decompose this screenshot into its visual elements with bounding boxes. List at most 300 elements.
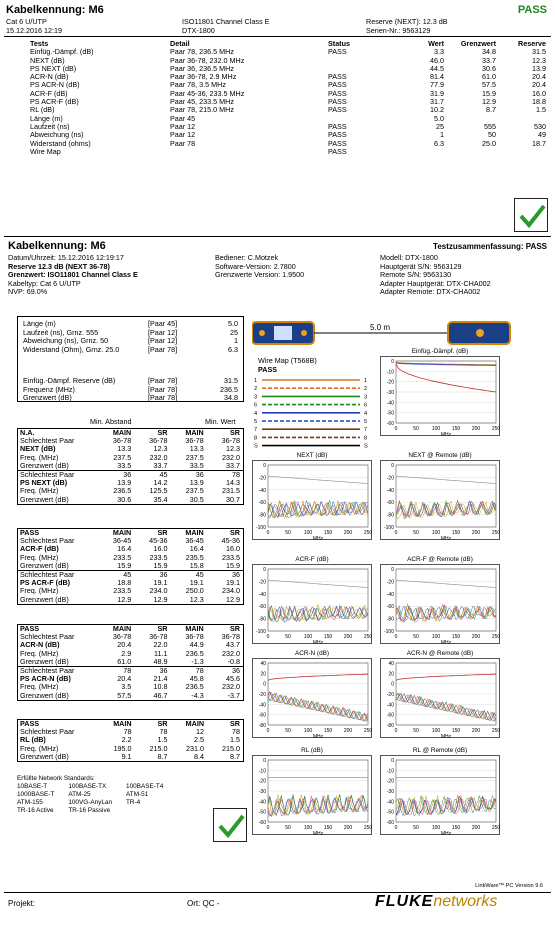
standard-item: TR-16 Passive (68, 807, 111, 814)
table-cell: 1.5 (536, 105, 546, 115)
block-cell: 16.4 (117, 544, 132, 554)
report-header-right (380, 254, 491, 297)
table-row (30, 73, 546, 81)
block-cell: -0.8 (207, 658, 243, 667)
block-head-cell: PASS (20, 719, 40, 728)
y-tick: -80 (386, 616, 394, 623)
y-tick: -60 (386, 712, 394, 719)
top-cat: Cat 6 U/UTP (6, 17, 47, 26)
col-header: Grenzwert (460, 39, 496, 48)
block-cell: Schlechtest Paar (20, 632, 75, 642)
col-header: Reserve (518, 39, 546, 48)
x-tick: 100 (431, 426, 441, 432)
y-tick: -50 (258, 809, 266, 816)
y-tick: -40 (386, 702, 394, 709)
block-head-cell: MAIN (112, 624, 132, 633)
block-cell: Grenzwert (dB) (18, 562, 98, 571)
table-cell: 25 (436, 121, 444, 131)
chart (380, 650, 501, 739)
table-row (30, 115, 546, 123)
table-cell: PASS (328, 146, 347, 156)
x-label: MHz (440, 536, 452, 541)
block-row (18, 496, 243, 504)
table-cell: 30.6 (482, 63, 496, 73)
header-line: Grenzwert: ISO11801 Channel Class E (8, 270, 138, 280)
block-cell: 46.7 (153, 690, 168, 700)
y-tick: 0 (391, 681, 394, 688)
table-cell: Paar 78, 215.0 MHz (170, 105, 234, 115)
block-cell: 45-36 (221, 536, 240, 546)
row-value: 34.8 (224, 393, 238, 403)
chart-title: ACR-F (dB) (295, 556, 329, 563)
x-tick: 200 (471, 426, 481, 432)
cable-length-label: 5.0 m (370, 323, 391, 332)
x-tick: 250 (491, 530, 501, 536)
block-cell: 16.0 (226, 544, 240, 554)
block-cell: Grenzwert (dB) (18, 658, 98, 667)
top-date: 15.12.2016 12:19 (6, 26, 62, 35)
header-line: Hauptgerät S/N: 9563129 (380, 261, 462, 271)
y-tick: -60 (386, 500, 394, 507)
block-cell: 45 (159, 470, 168, 480)
wiremap-pin: 5 (254, 419, 258, 425)
y-tick: -40 (258, 591, 266, 598)
header-line: Software-Version: 2.7800 (215, 261, 296, 271)
block-cell: 78 (159, 727, 168, 737)
table-cell: 18.8 (532, 97, 546, 107)
table-cell: Paar 45-36, 233.5 MHz (170, 88, 245, 98)
x-tick: 250 (363, 634, 373, 640)
table-cell: PASS (328, 88, 347, 98)
standard-item: 100VG-AnyLan (68, 799, 113, 806)
block-cell: 36-78 (112, 436, 132, 446)
block-cell: Freq. (MHz) (20, 586, 59, 596)
block-cell: 12 (196, 727, 205, 737)
block-cell: Grenzwert (dB) (20, 751, 69, 761)
chart (252, 650, 373, 739)
table-row (30, 140, 546, 148)
limit-line (268, 674, 368, 680)
block-cell: 15.9 (98, 562, 134, 571)
table-cell: PASS (328, 105, 347, 115)
wiremap-pin: 8 (364, 435, 368, 442)
block-cell: 13.3 (117, 444, 132, 454)
chart-title: ACR-F @ Remote (dB) (407, 556, 473, 563)
table-row (23, 346, 238, 355)
block-cell: 61.0 (98, 658, 134, 667)
x-tick: 200 (471, 825, 481, 831)
wiremap-pin: 4 (254, 410, 258, 417)
y-tick: -20 (258, 692, 266, 698)
table-row (30, 65, 546, 73)
standard-item: 1000BASE-T (17, 791, 55, 798)
standards-row (17, 783, 177, 791)
block-cell: -4.3 (191, 690, 204, 700)
row-label: Laufzeit (ns), Grnz. 555 (23, 327, 99, 337)
wiremap-pin: 6 (364, 402, 368, 409)
table-cell (406, 148, 444, 156)
row-value: 5.0 (228, 319, 238, 328)
table-cell: Abweichung (ns) (30, 130, 84, 140)
block-cell: -1.3 (171, 658, 207, 667)
x-tick: 0 (394, 530, 398, 536)
block-cell: 250.0 (185, 586, 204, 596)
row-pair: [Paar 12] (148, 327, 178, 337)
table-cell: PASS (328, 121, 347, 131)
standard-item: ATM-155 (17, 799, 43, 806)
report-header-middle (215, 254, 304, 280)
y-tick: -20 (386, 379, 394, 386)
block-cell: 8.7 (230, 751, 240, 761)
x-label: MHz (312, 831, 324, 836)
y-tick: -20 (386, 778, 394, 785)
chart-title: RL (dB) (301, 747, 323, 754)
block-cell: 237.5 (185, 452, 204, 462)
x-tick: 150 (323, 634, 333, 640)
standard-item: ATM-51 (126, 791, 149, 798)
standard-item: TR-4 (126, 799, 141, 806)
block-cell: Schlechtest Paar (20, 727, 75, 737)
x-tick: 250 (491, 634, 501, 640)
block-cell: PS ACR-F (dB) (20, 578, 71, 588)
y-tick: 20 (260, 671, 266, 678)
standard-item: 10BASE-T (17, 783, 48, 790)
block-cell: Freq. (MHz) (20, 452, 59, 462)
block-cell: 36 (232, 666, 240, 676)
y-tick: -80 (258, 512, 266, 519)
y-tick: -80 (386, 723, 394, 729)
x-tick: 50 (413, 634, 419, 640)
min-abstand-label: Min. Abstand (90, 417, 132, 426)
y-tick: 20 (388, 671, 394, 678)
block-head-cell: MAIN (185, 528, 204, 537)
y-tick: 0 (391, 463, 394, 469)
header-line: Remote S/N: 9563130 (380, 270, 452, 280)
standard-item: 100BASE-T4 (126, 783, 164, 790)
x-tick: 150 (323, 825, 333, 831)
block-cell: 11.1 (154, 648, 168, 658)
table-cell: Paar 78 (170, 138, 196, 148)
block-row (18, 692, 243, 700)
row-pair: [Paar 78] (148, 344, 178, 354)
block-cell: Freq. (MHz) (20, 648, 59, 658)
block-cell: 36-78 (185, 632, 204, 642)
row-pair: [Paar 45] (148, 319, 178, 328)
block-cell: 15.9 (134, 562, 170, 571)
table-cell: PASS (328, 130, 347, 140)
x-tick: 100 (431, 728, 441, 734)
block-cell: 19.1 (226, 578, 240, 588)
table-cell: 77.9 (430, 80, 444, 90)
x-tick: 50 (413, 825, 419, 831)
block-cell: 57.5 (117, 690, 132, 700)
table-row (30, 48, 546, 56)
table-cell (444, 148, 496, 156)
row-pair: [Paar 78] (148, 376, 178, 385)
table-cell: 6.3 (434, 138, 444, 148)
cable-diagram (252, 320, 524, 350)
chart (380, 747, 501, 836)
wiremap-pin: 3 (254, 394, 258, 401)
block-cell: 233.5 (113, 552, 132, 562)
block-cell: 9.1 (121, 751, 132, 761)
block-head-cell: MAIN (112, 528, 132, 537)
row-pair: [Paar 78] (148, 393, 178, 403)
row-label: Einfüg.-Dämpf. Reserve (dB) (23, 376, 116, 385)
table-cell: 1 (440, 130, 444, 140)
block-cell: 2.5 (194, 735, 205, 745)
table-cell: Widerstand (ohms) (30, 138, 91, 148)
block-head-cell: MAIN (185, 428, 204, 437)
block-cell: 12.9 (117, 594, 132, 604)
block-cell: 12.3 (153, 444, 168, 454)
y-tick: -10 (386, 768, 394, 775)
standards-row (17, 791, 177, 799)
top-results-table (30, 40, 546, 156)
block-cell: 35.4 (153, 494, 168, 504)
block-cell: 233.5 (149, 552, 168, 562)
x-label: MHz (312, 734, 324, 739)
table-row (30, 148, 546, 156)
y-tick: -60 (386, 421, 394, 427)
block-cell: 233.5 (222, 552, 240, 562)
x-tick: 250 (491, 426, 501, 432)
table-cell: ACR-F (dB) (30, 88, 68, 98)
wiremap-pin: 1 (364, 378, 368, 384)
ort-label: Ort: QC - (187, 899, 220, 908)
min-wert-label: Min. Wert (205, 417, 236, 426)
y-tick: -60 (386, 604, 394, 611)
block-cell: 45 (123, 570, 132, 580)
header-line: Datum/Uhrzeit: 15.12.2016 12:19:17 (8, 253, 124, 262)
y-tick: -20 (258, 475, 266, 482)
header-line: NVP: 69.0% (8, 287, 48, 297)
table-row (30, 131, 546, 139)
row-label: Widerstand (Ohm), Grnz. 25.0 (23, 344, 120, 354)
block-cell: 45.8 (189, 674, 204, 684)
y-tick: 0 (263, 567, 266, 573)
table-cell: 34.8 (482, 47, 496, 57)
limit-line (396, 674, 496, 680)
block-cell: 78 (123, 727, 132, 737)
x-tick: 0 (394, 426, 398, 432)
block-cell: 33.7 (134, 462, 170, 471)
block-cell: 36-45 (112, 536, 132, 546)
block-cell: 13.9 (117, 478, 132, 488)
y-tick: -20 (386, 692, 394, 698)
block-head-cell: SR (230, 719, 240, 728)
table-cell: Paar 12 (170, 121, 196, 131)
table-cell: 31.5 (532, 47, 546, 57)
wiremap-pin: S (254, 443, 258, 450)
row-value: 236.5 (220, 384, 238, 394)
col-header: Detail (170, 39, 190, 48)
x-tick: 50 (285, 634, 291, 640)
block-cell: 20.4 (117, 674, 132, 684)
block-cell: 78 (123, 666, 132, 676)
table-cell: 530 (534, 121, 546, 131)
block-head-cell: MAIN (112, 428, 132, 437)
series-line (268, 693, 368, 721)
x-tick: 150 (451, 825, 461, 831)
table-cell: 49 (538, 130, 546, 140)
block-cell: RL (dB) (20, 735, 46, 745)
block-cell: 15.8 (171, 562, 207, 571)
x-tick: 150 (323, 728, 333, 734)
table-cell: PS ACR-F (dB) (30, 97, 79, 107)
table-cell: Paar 78, 3.5 MHz (170, 80, 226, 90)
table-cell: Paar 36, 236.5 MHz (170, 63, 234, 73)
table-cell: Wire Map (30, 146, 61, 156)
block-cell: 235.5 (185, 552, 204, 562)
block-head-cell: SR (157, 528, 168, 537)
table-cell: 57.5 (482, 80, 496, 90)
y-tick: -30 (386, 390, 394, 396)
wiremap-pin: 4 (364, 410, 368, 417)
wiremap-pin: 5 (364, 419, 368, 425)
block-head-cell: MAIN (185, 624, 204, 633)
y-tick: -100 (255, 525, 266, 531)
table-cell (496, 148, 546, 156)
y-tick: 0 (263, 463, 266, 469)
block-cell: 43.7 (226, 640, 240, 650)
standard-item: ATM-25 (68, 791, 91, 798)
block-head-cell: N.A. (20, 428, 35, 437)
block-cell: 36-78 (149, 436, 168, 446)
x-tick: 250 (363, 728, 373, 734)
header-line: Adapter Remote: DTX-CHA002 (380, 287, 481, 297)
block-cell: 237.5 (113, 452, 132, 462)
y-tick: 40 (388, 661, 394, 667)
block-cell: 45 (195, 570, 204, 580)
table-row (30, 123, 546, 131)
block-cell: 36-78 (221, 632, 240, 642)
table-cell: PASS (328, 72, 347, 82)
y-tick: -40 (386, 591, 394, 598)
chart-title: ACR-N (dB) (294, 650, 330, 657)
x-tick: 150 (451, 530, 461, 536)
block-cell: 236.5 (113, 486, 132, 496)
block-cell: 15.9 (207, 562, 243, 571)
y-tick: -100 (383, 525, 394, 531)
standards-title: Erfüllte Network Standards: (17, 775, 95, 782)
wiremap-pin: 3 (364, 394, 368, 401)
block-head-cell: MAIN (113, 719, 132, 728)
block-head-cell: PASS (20, 528, 40, 537)
block-head-cell: PASS (20, 624, 40, 633)
report-header-left (8, 254, 138, 297)
wiremap-pin: 7 (364, 427, 368, 434)
table-cell: PS ACR-N (dB) (30, 80, 80, 90)
y-tick: -20 (386, 475, 394, 482)
x-tick: 0 (266, 530, 270, 536)
y-tick: -20 (258, 778, 266, 785)
x-tick: 100 (303, 728, 313, 734)
y-tick: -40 (386, 400, 394, 407)
table-cell: 25.0 (482, 138, 496, 148)
table-cell: Paar 12 (170, 130, 196, 140)
x-tick: 200 (343, 825, 353, 831)
block-row (18, 596, 243, 604)
block-cell: Schlechtest Paar (20, 570, 75, 580)
top-title: Kabelkennung: M6 (6, 4, 104, 16)
block-cell: 19.1 (189, 578, 204, 588)
wiremap-pin: 2 (364, 386, 368, 393)
table-cell: 81.4 (430, 72, 444, 82)
table-cell: 12.3 (532, 55, 546, 65)
block-cell: Freq. (MHz) (20, 552, 59, 562)
table-cell: 555 (484, 121, 496, 131)
table-cell: 10.2 (430, 105, 444, 115)
top-serial: Serien-Nr.: 9563129 (366, 26, 431, 35)
header-line: Grenzwerte Version: 1.9500 (215, 270, 305, 280)
block-head-cell: SR (157, 624, 168, 633)
table-cell: 18.7 (532, 138, 546, 148)
y-tick: -50 (386, 809, 394, 816)
y-tick: -80 (386, 512, 394, 519)
report-pass-check-icon (213, 808, 247, 842)
stats-block (17, 624, 244, 701)
block-cell: 13.9 (189, 478, 204, 488)
block-head-cell: SR (230, 624, 240, 633)
block-cell: 45-36 (149, 536, 168, 546)
table-cell: 3.3 (434, 47, 444, 57)
projekt-label: Projekt: (8, 899, 36, 908)
x-tick: 200 (471, 728, 481, 734)
block-cell: 36-45 (185, 536, 204, 546)
block-cell: 236.5 (185, 682, 204, 692)
block-cell: 20.4 (117, 640, 132, 650)
block-cell: 1.5 (230, 735, 240, 745)
row-label: Grenzwert (dB) (23, 393, 72, 403)
x-tick: 0 (394, 825, 398, 831)
x-tick: 200 (471, 634, 481, 640)
block-cell: Freq. (MHz) (20, 743, 59, 753)
stats-block (17, 719, 244, 762)
x-tick: 50 (413, 426, 419, 432)
y-tick: -40 (386, 799, 394, 806)
header-line: Reserve 12.3 dB (NEXT 36-78) (8, 261, 110, 271)
series-line (396, 694, 496, 721)
top-result: PASS (517, 4, 547, 16)
row-value: 31.5 (224, 376, 238, 385)
row-pair: [Paar 78] (148, 384, 178, 394)
block-cell: 33.7 (207, 462, 243, 471)
chart-title: NEXT @ Remote (dB) (408, 452, 472, 459)
block-cell: Grenzwert (dB) (20, 594, 69, 604)
block-cell: Grenzwert (dB) (18, 462, 98, 471)
block-cell: 22.0 (153, 640, 168, 650)
x-tick: 50 (285, 530, 291, 536)
block-cell: ACR-F (dB) (20, 544, 59, 554)
chart (252, 452, 373, 541)
table-row (30, 106, 546, 114)
y-tick: -80 (258, 616, 266, 623)
block-cell: -3.7 (227, 690, 240, 700)
top-reserve: Reserve (NEXT): 12.3 dB (366, 17, 448, 26)
row-label: Frequenz (MHz) (23, 384, 75, 394)
block-cell: NEXT (dB) (20, 444, 56, 454)
x-tick: 0 (266, 728, 270, 734)
block-cell: 36 (195, 470, 204, 480)
header-line: Bediener: C.Motzek (215, 253, 279, 262)
block-cell: 30.7 (226, 494, 240, 504)
block-cell: 78 (195, 666, 204, 676)
block-cell: Freq. (MHz) (20, 682, 59, 692)
y-tick: -60 (258, 604, 266, 611)
col-header: Wert (428, 39, 444, 48)
table-cell: 61.0 (482, 72, 496, 82)
